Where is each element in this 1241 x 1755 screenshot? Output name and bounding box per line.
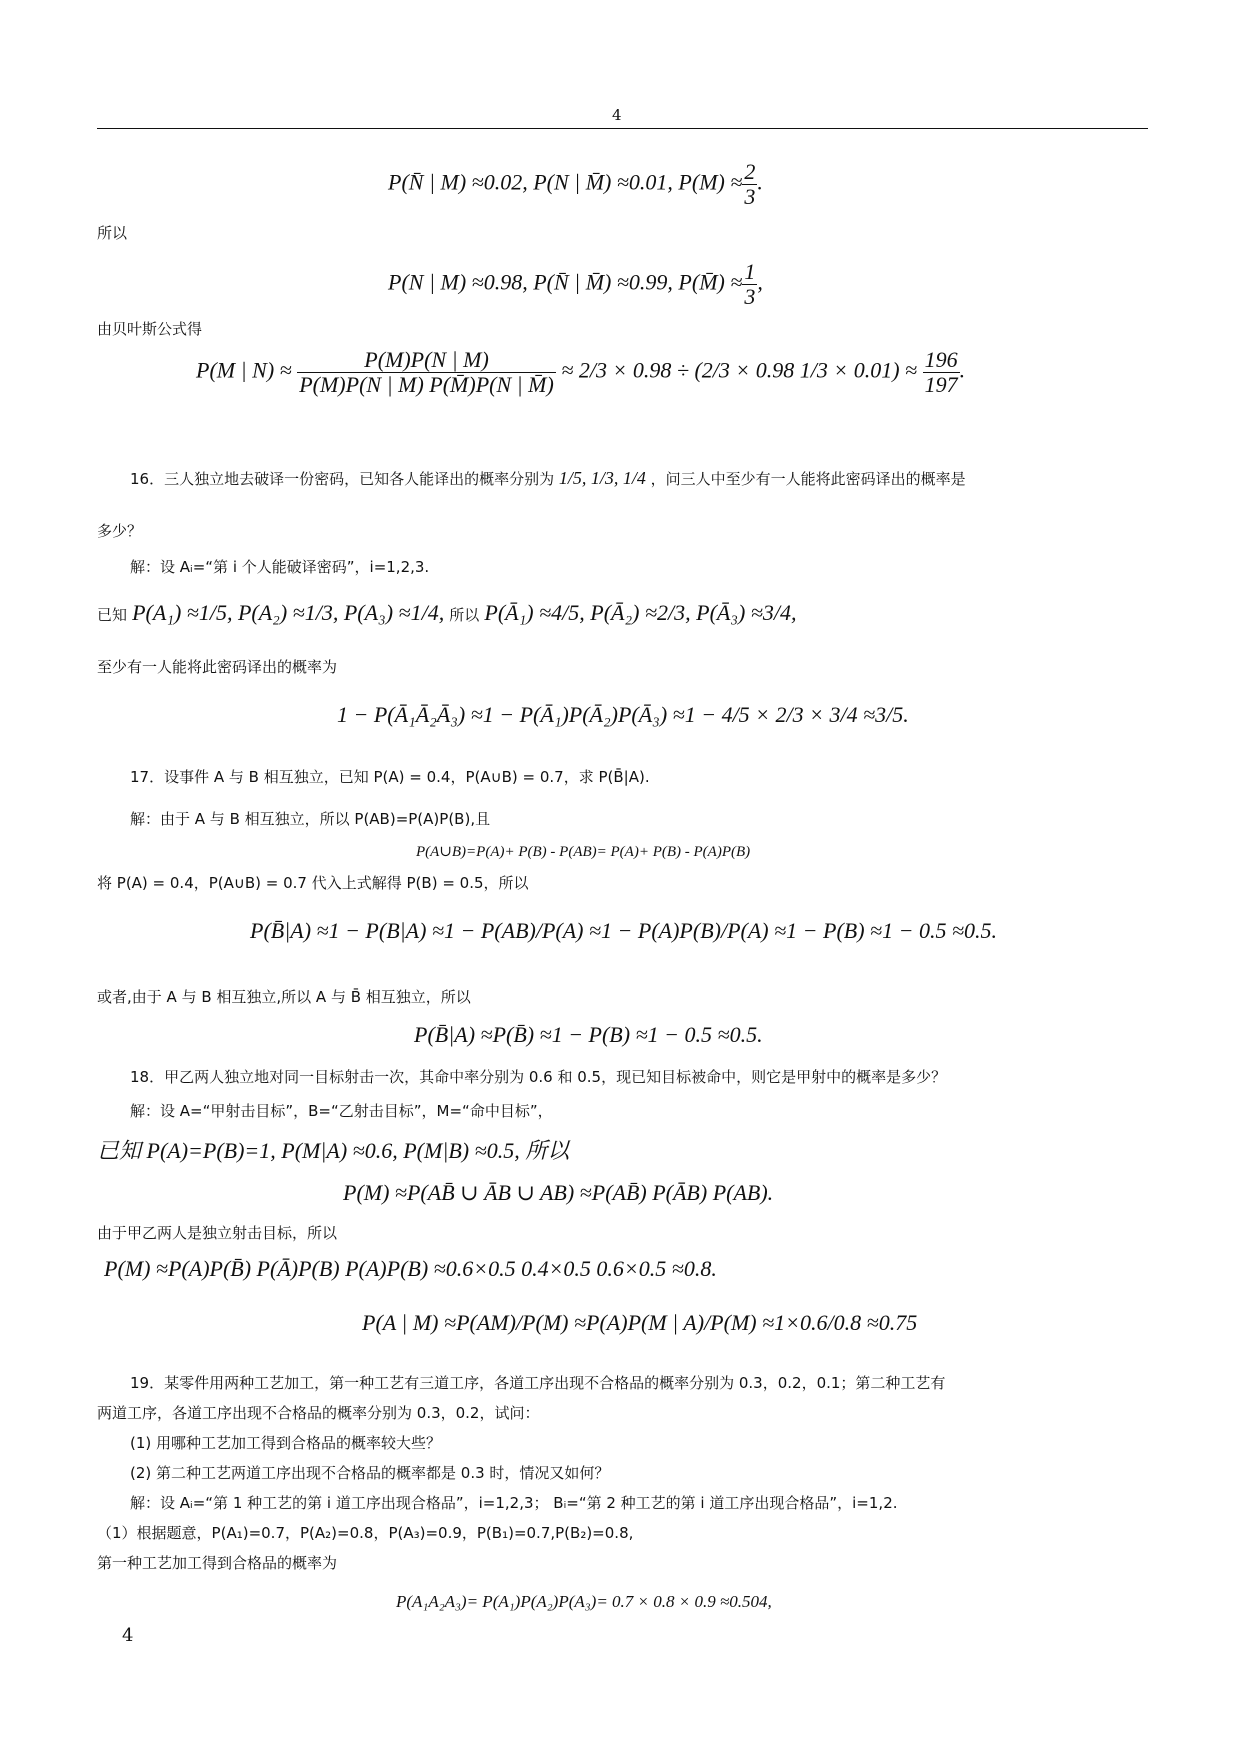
q16-solution-setup: 解：设 Aᵢ=“第 i 个人能破译密码”，i=1,2,3. bbox=[130, 558, 430, 576]
page-number-bottom: 4 bbox=[122, 1625, 134, 1646]
question-19-cont: 两道工序，各道工序出现不合格品的概率分别为 0.3，0.2，试问： bbox=[97, 1404, 540, 1422]
q18-equation-2: P(M) ≈P(A)P(B̄) P(Ā)P(B) P(A)P(B) ≈0.6×0.5 0.4×0.5 0.6×0.5 ≈0.8. bbox=[104, 1256, 717, 1281]
q17-alternative: 或者,由于 A 与 B 相互独立,所以 A 与 B̄ 相互独立，所以 bbox=[97, 988, 471, 1006]
q19-part-2: (2) 第二种工艺两道工序出现不合格品的概率都是 0.3 时，情况又如何？ bbox=[130, 1464, 610, 1482]
q19-solution-setup: 解：设 Aᵢ=“第 1 种工艺的第 i 道工序出现合格品”，i=1,2,3； Bᵢ=“第 2 种工艺的第 i 道工序出现合格品”，i=1,2. bbox=[130, 1494, 898, 1512]
q19-part-1: (1) 用哪种工艺加工得到合格品的概率较大些？ bbox=[130, 1434, 442, 1452]
question-16-cont: 多少？ bbox=[97, 522, 143, 540]
q16-equation: 1 − P(Ā₁Ā₂Ā₃) ≈1 − P(Ā₁)P(Ā₂)P(Ā₃) ≈1 − 4/5 × 2/3 × 3/4 ≈3/5. bbox=[337, 702, 909, 727]
q17-solution: 解：由于 A 与 B 相互独立，所以 P(AB)=P(A)P(B),且 bbox=[130, 810, 491, 828]
q17-substitute: 将 P(A) = 0.4，P(A∪B) = 0.7 代入上式解得 P(B) = 0.5，所以 bbox=[97, 874, 529, 892]
q19-given: （1）根据题意，P(A₁)=0.7，P(A₂)=0.8，P(A₃)=0.9，P(B₁)=0.7,P(B₂)=0.8, bbox=[97, 1524, 634, 1542]
q18-equation-3: P(A | M) ≈P(AM)/P(M) ≈P(A)P(M | A)/P(M) ≈1×0.6/0.8 ≈0.75 bbox=[362, 1310, 918, 1335]
question-19: 19．某零件用两种工艺加工，第一种工艺有三道工序，各道工序出现不合格品的概率分别为 0.3，0.2，0.1；第二种工艺有 bbox=[130, 1374, 946, 1392]
question-17: 17．设事件 A 与 B 相互独立，已知 P(A) = 0.4，P(A∪B) = 0.7，求 P(B̄|A). bbox=[130, 768, 650, 786]
question-16: 16．三人独立地去破译一份密码，已知各人能译出的概率分别为 1/5, 1/3, 1/4 ，问三人中至少有一人能将此密码译出的概率是 bbox=[130, 468, 966, 488]
q18-known: 已知 P(A)=P(B)=1, P(M|A) ≈0.6, P(M|B) ≈0.5, 所以 bbox=[97, 1138, 570, 1163]
q17-equation-2: P(B̄|A) ≈1 − P(B|A) ≈1 − P(AB)/P(A) ≈1 − P(A)P(B)/P(A) ≈1 − P(B) ≈1 − 0.5 ≈0.5. bbox=[250, 918, 998, 943]
question-18: 18．甲乙两人独立地对同一目标射击一次，其命中率分别为 0.6 和 0.5，现已知目标被命中，则它是甲射中的概率是多少？ bbox=[130, 1068, 947, 1086]
page-number-top: 4 bbox=[612, 106, 622, 124]
q17-equation-1: P(A∪B)=P(A)+ P(B) - P(AB)= P(A)+ P(B) - P(A)P(B) bbox=[416, 844, 751, 860]
q17-equation-3: P(B̄|A) ≈P(B̄) ≈1 − P(B) ≈1 − 0.5 ≈0.5. bbox=[414, 1022, 763, 1047]
equation-bayes: P(M | N) ≈ $\frac{P(M)P(N | M)}{P(M)P(N | M) P(M̄)P(N | M̄)}$ ≈ 2/3 × 0.98 ÷ (2/3 × 0.98 1/3 × 0.01) ≈ $\frac{196}{197}$ . bbox=[196, 347, 966, 398]
text-bayes: 由贝叶斯公式得 bbox=[97, 320, 203, 338]
q16-at-least: 至少有一人能将此密码译出的概率为 bbox=[97, 658, 338, 676]
header-rule bbox=[97, 128, 1148, 129]
q16-known: 已知 P(A₁) ≈1/5, P(A₂) ≈1/3, P(A₃) ≈1/4, 所以 P(Ā₁) ≈4/5, P(Ā₂) ≈2/3, P(Ā₃) ≈3/4, bbox=[97, 600, 797, 625]
text-suoyi: 所以 bbox=[97, 224, 128, 242]
equation-complement-probabilities: P(N | M) ≈0.98, P(N̄ | M̄) ≈0.99, P(M̄) ≈ $\frac{1}{3}$ , bbox=[388, 259, 763, 310]
q19-first-process: 第一种工艺加工得到合格品的概率为 bbox=[97, 1554, 338, 1572]
q19-equation: P(A₁A₂A₃)= P(A₁)P(A₂)P(A₃)= 0.7 × 0.8 × 0.9 ≈0.504, bbox=[396, 1592, 772, 1611]
q18-independence: 由于甲乙两人是独立射击目标，所以 bbox=[97, 1224, 338, 1242]
q18-equation-1: P(M) ≈P(AB̄ ∪ ĀB ∪ AB) ≈P(AB̄) P(ĀB) P(AB). bbox=[343, 1180, 774, 1205]
equation-given-probabilities: P(N̄ | M) ≈0.02, P(N | M̄) ≈0.01, P(M) ≈ $\frac{2}{3}$ . bbox=[388, 159, 763, 210]
q18-solution: 解：设 A=“甲射击目标”，B=“乙射击目标”，M=“命中目标”， bbox=[130, 1102, 553, 1120]
